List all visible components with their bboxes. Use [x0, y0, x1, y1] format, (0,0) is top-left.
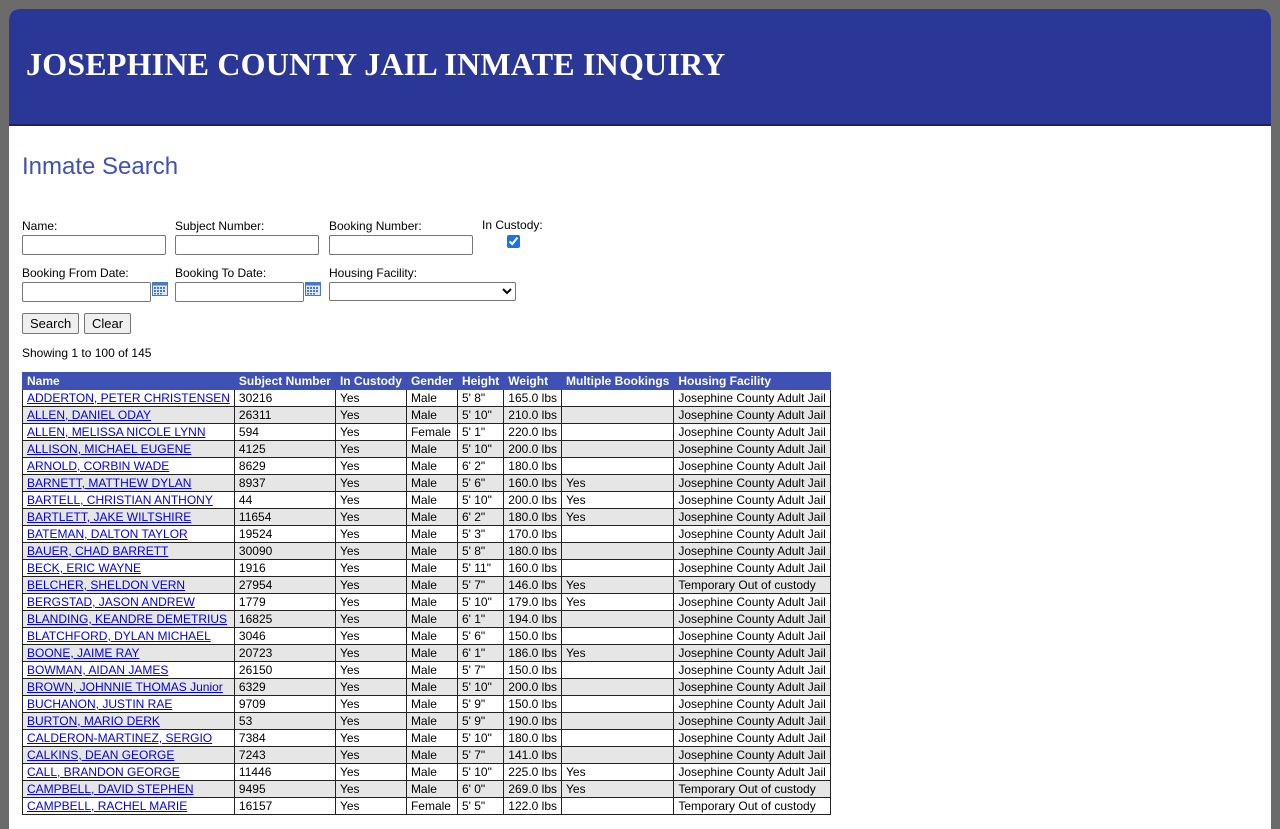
multiple-bookings-cell: [562, 543, 674, 560]
multiple-bookings-cell: [562, 730, 674, 747]
weight-cell: 210.0 lbs: [504, 407, 562, 424]
gender-cell: Male: [406, 628, 457, 645]
inmate-name-link[interactable]: BARTLETT, JAKE WILTSHIRE: [27, 510, 192, 524]
housing-facility-cell: Temporary Out of custody: [674, 577, 830, 594]
in-custody-cell: Yes: [335, 424, 406, 441]
gender-cell: Male: [406, 696, 457, 713]
gender-cell: Male: [406, 764, 457, 781]
housing-facility-cell: Josephine County Adult Jail: [674, 764, 830, 781]
name-cell: [23, 747, 235, 764]
from-date-label: Booking From Date:: [22, 266, 129, 280]
gender-cell: Male: [406, 781, 457, 798]
table-row: [23, 696, 831, 713]
in-custody-cell: Yes: [335, 526, 406, 543]
weight-cell: 180.0 lbs: [504, 458, 562, 475]
weight-cell: 180.0 lbs: [504, 509, 562, 526]
in-custody-cell: Yes: [335, 628, 406, 645]
name-cell: [23, 594, 235, 611]
name-label: Name:: [22, 219, 58, 233]
table-header-row: [23, 373, 831, 390]
in-custody-label: In Custody:: [482, 218, 543, 232]
multiple-bookings-cell: [562, 628, 674, 645]
weight-column-header: Weight: [504, 373, 562, 390]
search-button[interactable]: Search: [22, 313, 79, 334]
result-count: Showing 1 to 100 of 145: [22, 346, 152, 360]
subject-number-cell: 16825: [234, 611, 335, 628]
gender-cell: Male: [406, 713, 457, 730]
height-cell: 5' 7": [457, 747, 503, 764]
weight-cell: 200.0 lbs: [504, 441, 562, 458]
subject-number-column-header: Subject Number: [234, 373, 335, 390]
multiple-bookings-column-header: Multiple Bookings: [562, 373, 674, 390]
gender-cell: Male: [406, 492, 457, 509]
height-cell: 5' 10": [457, 594, 503, 611]
site-title: JOSEPHINE COUNTY JAIL INMATE INQUIRY: [26, 46, 726, 82]
inmate-name-link[interactable]: ADDERTON, PETER CHRISTENSEN: [27, 391, 230, 405]
housing-facility-cell: Josephine County Adult Jail: [674, 696, 830, 713]
housing-facility-cell: Josephine County Adult Jail: [674, 747, 830, 764]
subject-number-cell: 44: [234, 492, 335, 509]
housing-facility-cell: Josephine County Adult Jail: [674, 628, 830, 645]
inmate-name-link[interactable]: BROWN, JOHNNIE THOMAS Junior: [27, 680, 223, 694]
subject-number-cell: 27954: [234, 577, 335, 594]
in-custody-cell: Yes: [335, 730, 406, 747]
name-cell: [23, 475, 235, 492]
housing-facility-cell: Josephine County Adult Jail: [674, 645, 830, 662]
housing-facility-cell: Temporary Out of custody: [674, 798, 830, 815]
multiple-bookings-cell: Yes: [562, 764, 674, 781]
booking-number-input[interactable]: [329, 235, 473, 255]
table-row: [23, 628, 831, 645]
multiple-bookings-cell: Yes: [562, 645, 674, 662]
gender-cell: Male: [406, 543, 457, 560]
multiple-bookings-cell: [562, 679, 674, 696]
table-row: [23, 577, 831, 594]
weight-cell: 165.0 lbs: [504, 390, 562, 407]
in-custody-cell: Yes: [335, 764, 406, 781]
in-custody-cell: Yes: [335, 560, 406, 577]
subject-number-cell: 11654: [234, 509, 335, 526]
height-cell: 5' 10": [457, 407, 503, 424]
weight-cell: 150.0 lbs: [504, 662, 562, 679]
table-row: [23, 492, 831, 509]
height-cell: 5' 9": [457, 696, 503, 713]
table-row: [23, 509, 831, 526]
gender-cell: Male: [406, 730, 457, 747]
subject-number-cell: 6329: [234, 679, 335, 696]
inmate-name-link[interactable]: ARNOLD, CORBIN WADE: [27, 459, 170, 473]
weight-cell: 146.0 lbs: [504, 577, 562, 594]
subject-number-cell: 8937: [234, 475, 335, 492]
name-column-header: Name: [23, 373, 235, 390]
height-cell: 5' 7": [457, 577, 503, 594]
gender-cell: Male: [406, 560, 457, 577]
height-cell: 5' 10": [457, 492, 503, 509]
calendar-icon[interactable]: [305, 282, 321, 296]
height-cell: 5' 10": [457, 730, 503, 747]
weight-cell: 160.0 lbs: [504, 560, 562, 577]
in-custody-cell: Yes: [335, 679, 406, 696]
in-custody-cell: Yes: [335, 577, 406, 594]
name-cell: [23, 679, 235, 696]
housing-facility-column-header: Housing Facility: [674, 373, 830, 390]
inmate-name-link[interactable]: BERGSTAD, JASON ANDREW: [27, 595, 195, 609]
housing-facility-cell: Josephine County Adult Jail: [674, 543, 830, 560]
height-cell: 6' 2": [457, 509, 503, 526]
table-row: [23, 747, 831, 764]
weight-cell: 186.0 lbs: [504, 645, 562, 662]
name-cell: [23, 543, 235, 560]
gender-cell: Male: [406, 645, 457, 662]
gender-cell: Male: [406, 594, 457, 611]
gender-cell: Male: [406, 577, 457, 594]
height-cell: 6' 2": [457, 458, 503, 475]
weight-cell: 141.0 lbs: [504, 747, 562, 764]
table-row: [23, 424, 831, 441]
in-custody-cell: Yes: [335, 441, 406, 458]
booking-field-group: [329, 219, 473, 255]
booking-number-label: Booking Number:: [329, 219, 422, 233]
subject-number-label: Subject Number:: [175, 219, 265, 233]
subject-number-cell: 9495: [234, 781, 335, 798]
subject-number-cell: 1779: [234, 594, 335, 611]
table-row: [23, 458, 831, 475]
name-cell: [23, 526, 235, 543]
gender-cell: Male: [406, 526, 457, 543]
multiple-bookings-cell: [562, 662, 674, 679]
height-cell: 5' 10": [457, 679, 503, 696]
subject-number-cell: 26311: [234, 407, 335, 424]
multiple-bookings-cell: [562, 611, 674, 628]
weight-cell: 269.0 lbs: [504, 781, 562, 798]
name-cell: [23, 696, 235, 713]
inmate-name-link[interactable]: CALDERON-MARTINEZ, SERGIO: [27, 731, 213, 745]
height-cell: 6' 0": [457, 781, 503, 798]
gender-cell: Male: [406, 390, 457, 407]
multiple-bookings-cell: [562, 407, 674, 424]
housing-facility-cell: Josephine County Adult Jail: [674, 390, 830, 407]
header-banner: [9, 9, 1271, 126]
name-cell: [23, 662, 235, 679]
table-row: [23, 543, 831, 560]
multiple-bookings-cell: [562, 713, 674, 730]
subject-number-cell: 53: [234, 713, 335, 730]
weight-cell: 194.0 lbs: [504, 611, 562, 628]
housing-facility-cell: Josephine County Adult Jail: [674, 730, 830, 747]
housing-facility-cell: Josephine County Adult Jail: [674, 611, 830, 628]
inmate-name-link[interactable]: BAUER, CHAD BARRETT: [27, 544, 169, 558]
name-cell: [23, 730, 235, 747]
inmate-name-link[interactable]: CALL, BRANDON GEORGE: [27, 765, 180, 779]
table-row: [23, 781, 831, 798]
in-custody-cell: Yes: [335, 611, 406, 628]
in-custody-cell: Yes: [335, 713, 406, 730]
inmate-name-link[interactable]: BECK, ERIC WAYNE: [27, 561, 142, 575]
subject-number-cell: 30216: [234, 390, 335, 407]
table-row: [23, 645, 831, 662]
inmate-name-link[interactable]: BATEMAN, DALTON TAYLOR: [27, 527, 188, 541]
custody-field-group: [482, 218, 543, 251]
calendar-icon[interactable]: [152, 282, 168, 296]
housing-facility-select[interactable]: [329, 282, 516, 301]
table-row: [23, 390, 831, 407]
weight-cell: 180.0 lbs: [504, 543, 562, 560]
gender-cell: Male: [406, 458, 457, 475]
height-cell: 5' 11": [457, 560, 503, 577]
inmate-name-link[interactable]: ALLEN, MELISSA NICOLE LYNN: [27, 425, 206, 439]
multiple-bookings-cell: [562, 798, 674, 815]
housing-facility-cell: Josephine County Adult Jail: [674, 441, 830, 458]
table-row: [23, 730, 831, 747]
multiple-bookings-cell: [562, 747, 674, 764]
weight-cell: 220.0 lbs: [504, 424, 562, 441]
height-cell: 5' 5": [457, 798, 503, 815]
gender-column-header: Gender: [406, 373, 457, 390]
name-cell: [23, 390, 235, 407]
gender-cell: Male: [406, 611, 457, 628]
weight-cell: 150.0 lbs: [504, 628, 562, 645]
subject-number-cell: 7243: [234, 747, 335, 764]
name-cell: [23, 645, 235, 662]
in-custody-column-header: In Custody: [335, 373, 406, 390]
inmate-name-link[interactable]: ALLEN, DANIEL ODAY: [27, 408, 152, 422]
gender-cell: Male: [406, 747, 457, 764]
in-custody-cell: Yes: [335, 509, 406, 526]
from-date-input[interactable]: [22, 282, 151, 302]
in-custody-cell: Yes: [335, 492, 406, 509]
gender-cell: Male: [406, 509, 457, 526]
subject-field-group: [175, 219, 319, 255]
in-custody-cell: Yes: [335, 475, 406, 492]
multiple-bookings-cell: [562, 390, 674, 407]
multiple-bookings-cell: [562, 696, 674, 713]
in-custody-cell: Yes: [335, 662, 406, 679]
height-cell: 5' 1": [457, 424, 503, 441]
name-field-group: [22, 219, 166, 255]
height-cell: 5' 6": [457, 628, 503, 645]
subject-number-input[interactable]: [175, 235, 319, 255]
weight-cell: 200.0 lbs: [504, 492, 562, 509]
name-cell: [23, 611, 235, 628]
name-input[interactable]: [22, 235, 166, 255]
multiple-bookings-cell: Yes: [562, 781, 674, 798]
gender-cell: Male: [406, 441, 457, 458]
housing-facility-cell: Josephine County Adult Jail: [674, 594, 830, 611]
weight-cell: 150.0 lbs: [504, 696, 562, 713]
subject-number-cell: 7384: [234, 730, 335, 747]
name-cell: [23, 798, 235, 815]
subject-number-cell: 20723: [234, 645, 335, 662]
table-row: [23, 611, 831, 628]
in-custody-cell: Yes: [335, 390, 406, 407]
in-custody-cell: Yes: [335, 645, 406, 662]
in-custody-cell: Yes: [335, 696, 406, 713]
multiple-bookings-cell: [562, 458, 674, 475]
housing-facility-cell: Josephine County Adult Jail: [674, 475, 830, 492]
subject-number-cell: 26150: [234, 662, 335, 679]
inmate-name-link[interactable]: ALLISON, MICHAEL EUGENE: [27, 442, 192, 456]
housing-facility-cell: Josephine County Adult Jail: [674, 424, 830, 441]
gender-cell: Male: [406, 662, 457, 679]
subject-number-cell: 16157: [234, 798, 335, 815]
table-row: [23, 560, 831, 577]
table-row: [23, 594, 831, 611]
name-cell: [23, 713, 235, 730]
gender-cell: Female: [406, 424, 457, 441]
housing-facility-cell: Josephine County Adult Jail: [674, 713, 830, 730]
table-row: [23, 662, 831, 679]
in-custody-cell: Yes: [335, 407, 406, 424]
height-cell: 5' 9": [457, 713, 503, 730]
multiple-bookings-cell: [562, 526, 674, 543]
height-cell: 6' 1": [457, 645, 503, 662]
height-cell: 5' 7": [457, 662, 503, 679]
name-cell: [23, 492, 235, 509]
weight-cell: 190.0 lbs: [504, 713, 562, 730]
inmate-name-link[interactable]: BOONE, JAIME RAY: [27, 646, 140, 660]
name-cell: [23, 509, 235, 526]
height-column-header: Height: [457, 373, 503, 390]
housing-facility-cell: Josephine County Adult Jail: [674, 662, 830, 679]
subject-number-cell: 11446: [234, 764, 335, 781]
gender-cell: Male: [406, 475, 457, 492]
name-cell: [23, 441, 235, 458]
multiple-bookings-cell: Yes: [562, 577, 674, 594]
subject-number-cell: 1916: [234, 560, 335, 577]
name-cell: [23, 560, 235, 577]
subject-number-cell: 9709: [234, 696, 335, 713]
multiple-bookings-cell: Yes: [562, 475, 674, 492]
results-table: [22, 372, 831, 815]
inmate-name-link[interactable]: BARNETT, MATTHEW DYLAN: [27, 476, 192, 490]
multiple-bookings-cell: Yes: [562, 492, 674, 509]
housing-facility-cell: Josephine County Adult Jail: [674, 458, 830, 475]
housing-facility-cell: Josephine County Adult Jail: [674, 526, 830, 543]
weight-cell: 225.0 lbs: [504, 764, 562, 781]
weight-cell: 180.0 lbs: [504, 730, 562, 747]
inmate-name-link[interactable]: BLATCHFORD, DYLAN MICHAEL: [27, 629, 211, 643]
name-cell: [23, 577, 235, 594]
inmate-name-link[interactable]: BURTON, MARIO DERK: [27, 714, 160, 728]
inmate-name-link[interactable]: CAMPBELL, DAVID STEPHEN: [27, 782, 194, 796]
table-row: [23, 526, 831, 543]
to-date-input[interactable]: [175, 282, 304, 302]
name-cell: [23, 781, 235, 798]
weight-cell: 200.0 lbs: [504, 679, 562, 696]
subject-number-cell: 4125: [234, 441, 335, 458]
gender-cell: Male: [406, 679, 457, 696]
inmate-name-link[interactable]: BUCHANON, JUSTIN RAE: [27, 697, 173, 711]
name-cell: [23, 458, 235, 475]
housing-facility-cell: Josephine County Adult Jail: [674, 679, 830, 696]
gender-cell: Male: [406, 407, 457, 424]
housing-field-group: [329, 266, 516, 301]
table-row: [23, 679, 831, 696]
multiple-bookings-cell: [562, 424, 674, 441]
housing-facility-cell: Josephine County Adult Jail: [674, 492, 830, 509]
housing-facility-cell: Temporary Out of custody: [674, 781, 830, 798]
table-row: [23, 764, 831, 781]
inmate-name-link[interactable]: CALKINS, DEAN GEORGE: [27, 748, 175, 762]
name-cell: [23, 424, 235, 441]
subject-number-cell: 3046: [234, 628, 335, 645]
inmate-name-link[interactable]: BOWMAN, AIDAN JAMES: [27, 663, 169, 677]
from-date-group: [22, 266, 168, 302]
table-row: [23, 407, 831, 424]
table-row: [23, 798, 831, 815]
inmate-name-link[interactable]: BELCHER, SHELDON VERN: [27, 578, 186, 592]
in-custody-cell: Yes: [335, 798, 406, 815]
name-cell: [23, 764, 235, 781]
name-cell: [23, 407, 235, 424]
weight-cell: 160.0 lbs: [504, 475, 562, 492]
in-custody-cell: Yes: [335, 543, 406, 560]
height-cell: 5' 8": [457, 390, 503, 407]
housing-facility-cell: Josephine County Adult Jail: [674, 509, 830, 526]
height-cell: 5' 6": [457, 475, 503, 492]
multiple-bookings-cell: Yes: [562, 594, 674, 611]
multiple-bookings-cell: Yes: [562, 509, 674, 526]
height-cell: 6' 1": [457, 611, 503, 628]
weight-cell: 179.0 lbs: [504, 594, 562, 611]
in-custody-cell: Yes: [335, 781, 406, 798]
gender-cell: Female: [406, 798, 457, 815]
in-custody-cell: Yes: [335, 458, 406, 475]
subject-number-cell: 594: [234, 424, 335, 441]
to-date-label: Booking To Date:: [175, 266, 267, 280]
weight-cell: 122.0 lbs: [504, 798, 562, 815]
in-custody-cell: Yes: [335, 594, 406, 611]
in-custody-cell: Yes: [335, 747, 406, 764]
table-row: [23, 441, 831, 458]
height-cell: 5' 8": [457, 543, 503, 560]
height-cell: 5' 10": [457, 441, 503, 458]
subject-number-cell: 30090: [234, 543, 335, 560]
multiple-bookings-cell: [562, 441, 674, 458]
weight-cell: 170.0 lbs: [504, 526, 562, 543]
table-row: [23, 713, 831, 730]
height-cell: 5' 3": [457, 526, 503, 543]
inmate-name-link[interactable]: BARTELL, CHRISTIAN ANTHONY: [27, 493, 213, 507]
name-cell: [23, 628, 235, 645]
subject-number-cell: 19524: [234, 526, 335, 543]
to-date-group: [175, 266, 321, 302]
page-title: Inmate Search: [22, 153, 179, 180]
subject-number-cell: 8629: [234, 458, 335, 475]
multiple-bookings-cell: [562, 560, 674, 577]
housing-facility-label: Housing Facility:: [329, 266, 418, 280]
page-frame: [9, 9, 1271, 829]
table-row: [23, 475, 831, 492]
housing-facility-cell: Josephine County Adult Jail: [674, 407, 830, 424]
inmate-name-link[interactable]: BLANDING, KEANDRE DEMETRIUS: [27, 612, 228, 626]
clear-button[interactable]: Clear: [84, 313, 131, 334]
height-cell: 5' 10": [457, 764, 503, 781]
housing-facility-cell: Josephine County Adult Jail: [674, 560, 830, 577]
inmate-name-link[interactable]: CAMPBELL, RACHEL MARIE: [27, 799, 188, 813]
in-custody-checkbox[interactable]: [507, 235, 520, 248]
